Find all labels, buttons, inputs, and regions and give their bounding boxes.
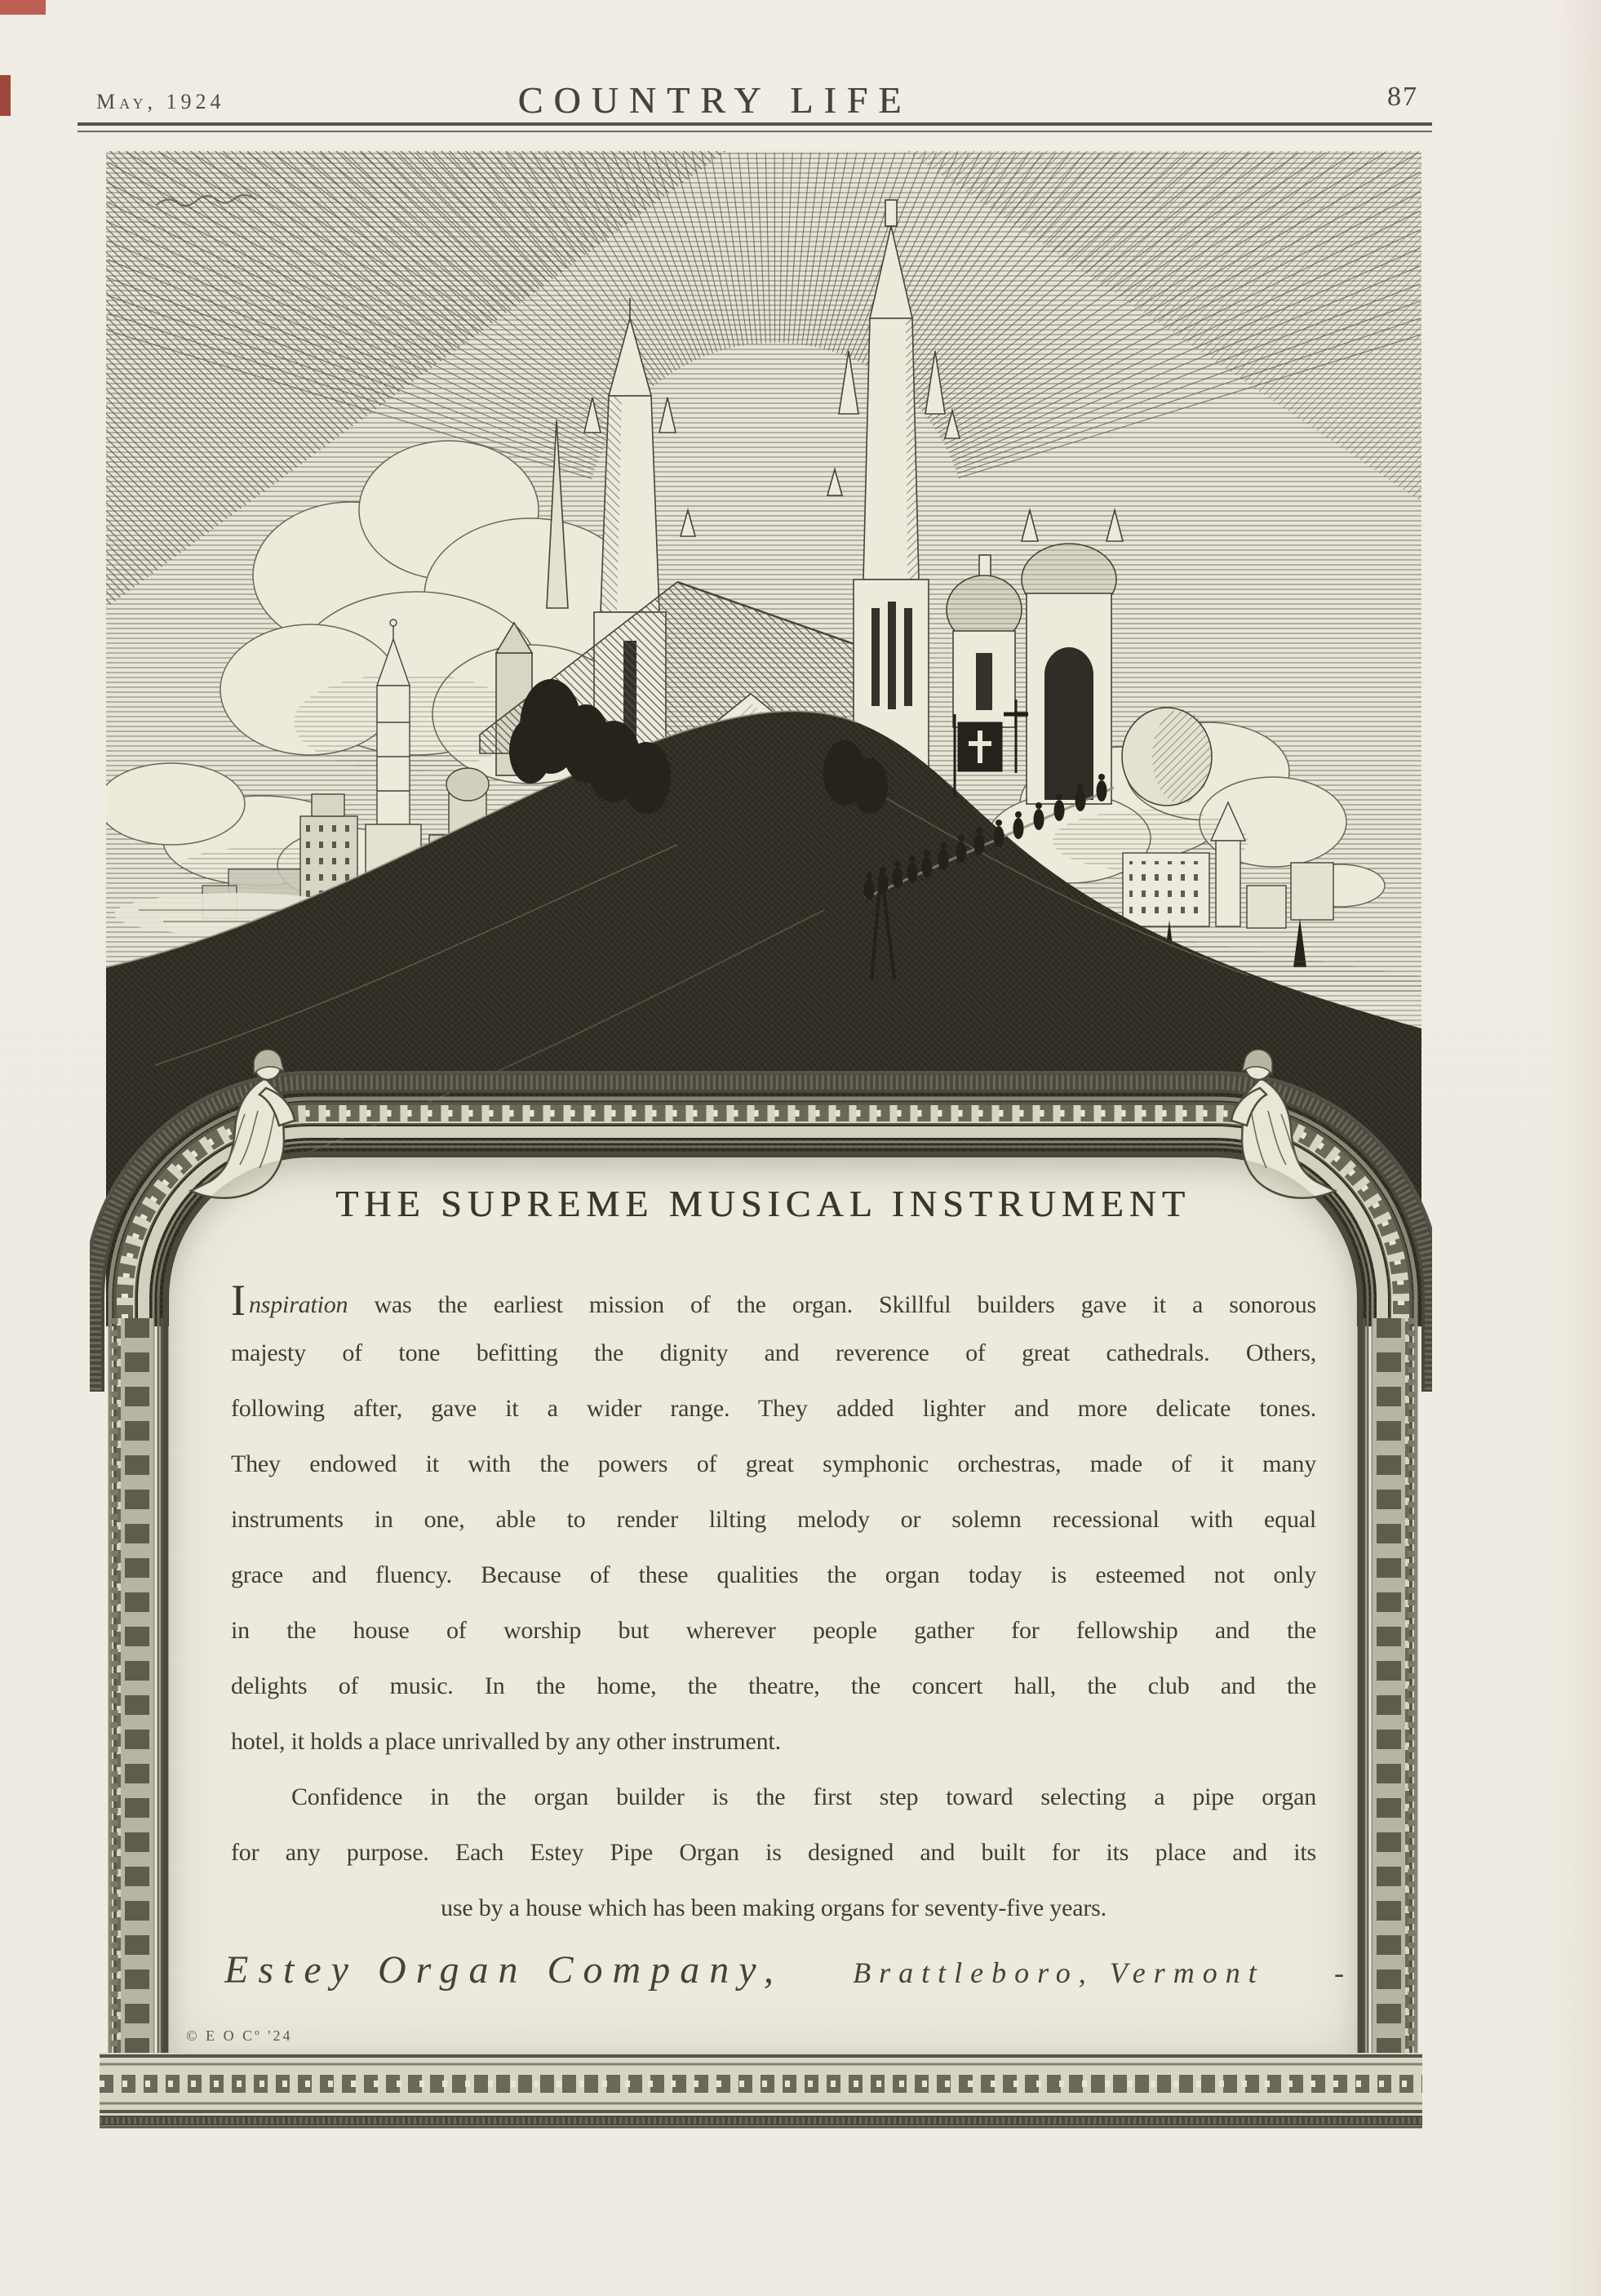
page-edge-shading xyxy=(1552,0,1601,2296)
magazine-title: COUNTRY LIFE xyxy=(517,79,912,121)
body-line: grace and fluency. Because of these qualities the organ today is esteemed not only xyxy=(231,1561,1316,1588)
body-line: for any purpose. Each Estey Pipe Organ is designed and built for its place and its xyxy=(231,1839,1316,1866)
body-line: delights of music. In the home, the theatre, the concert hall, the club and the xyxy=(231,1672,1316,1699)
signature-dash: - xyxy=(1334,1956,1344,1989)
scan-mark-top xyxy=(0,0,46,15)
body-line: Confidence in the organ builder is the first step toward selecting a pipe organ xyxy=(291,1783,1316,1810)
company-location: Brattleboro, Vermont xyxy=(853,1956,1265,1989)
ad-title: THE SUPREME MUSICAL INSTRUMENT xyxy=(335,1183,1191,1224)
ad-body xyxy=(231,1270,1316,1936)
body-line: hotel, it holds a place unrivalled by any other instrument. xyxy=(231,1728,781,1755)
header-rule xyxy=(78,122,1432,132)
issue-date: May, 1924 xyxy=(96,90,225,113)
body-line: use by a house which has been making organs for seventy-five years. xyxy=(441,1894,1107,1921)
body-line: majesty of tone befitting the dignity and reverence of great cathedrals. Others, xyxy=(231,1339,1316,1366)
body-line-text: was the earliest mission of the organ. Skillful builders gave it a sonorous xyxy=(348,1291,1316,1318)
body-line: instruments in one, able to render lilting melody or solemn recessional with equal xyxy=(231,1506,1316,1533)
body-line xyxy=(231,1270,1316,1326)
frame-bottom-bar xyxy=(100,2053,1422,2128)
body-line: They endowed it with the powers of great symphonic orchestras, made of it many xyxy=(231,1450,1316,1477)
company-name: Estey Organ Company, xyxy=(224,1948,783,1992)
copyright-mark: © E O Cº '24 xyxy=(186,2027,293,2044)
body-line: following after, gave it a wider range. They added lighter and more delicate tones. xyxy=(231,1395,1316,1422)
lead-word-italic: nspiration xyxy=(248,1291,348,1318)
body-line: in the house of worship but wherever people gather for fellowship and the xyxy=(231,1617,1316,1644)
page-number: 87 xyxy=(1387,82,1418,112)
company-signature xyxy=(224,1947,1344,1992)
drop-cap: I xyxy=(231,1276,246,1325)
